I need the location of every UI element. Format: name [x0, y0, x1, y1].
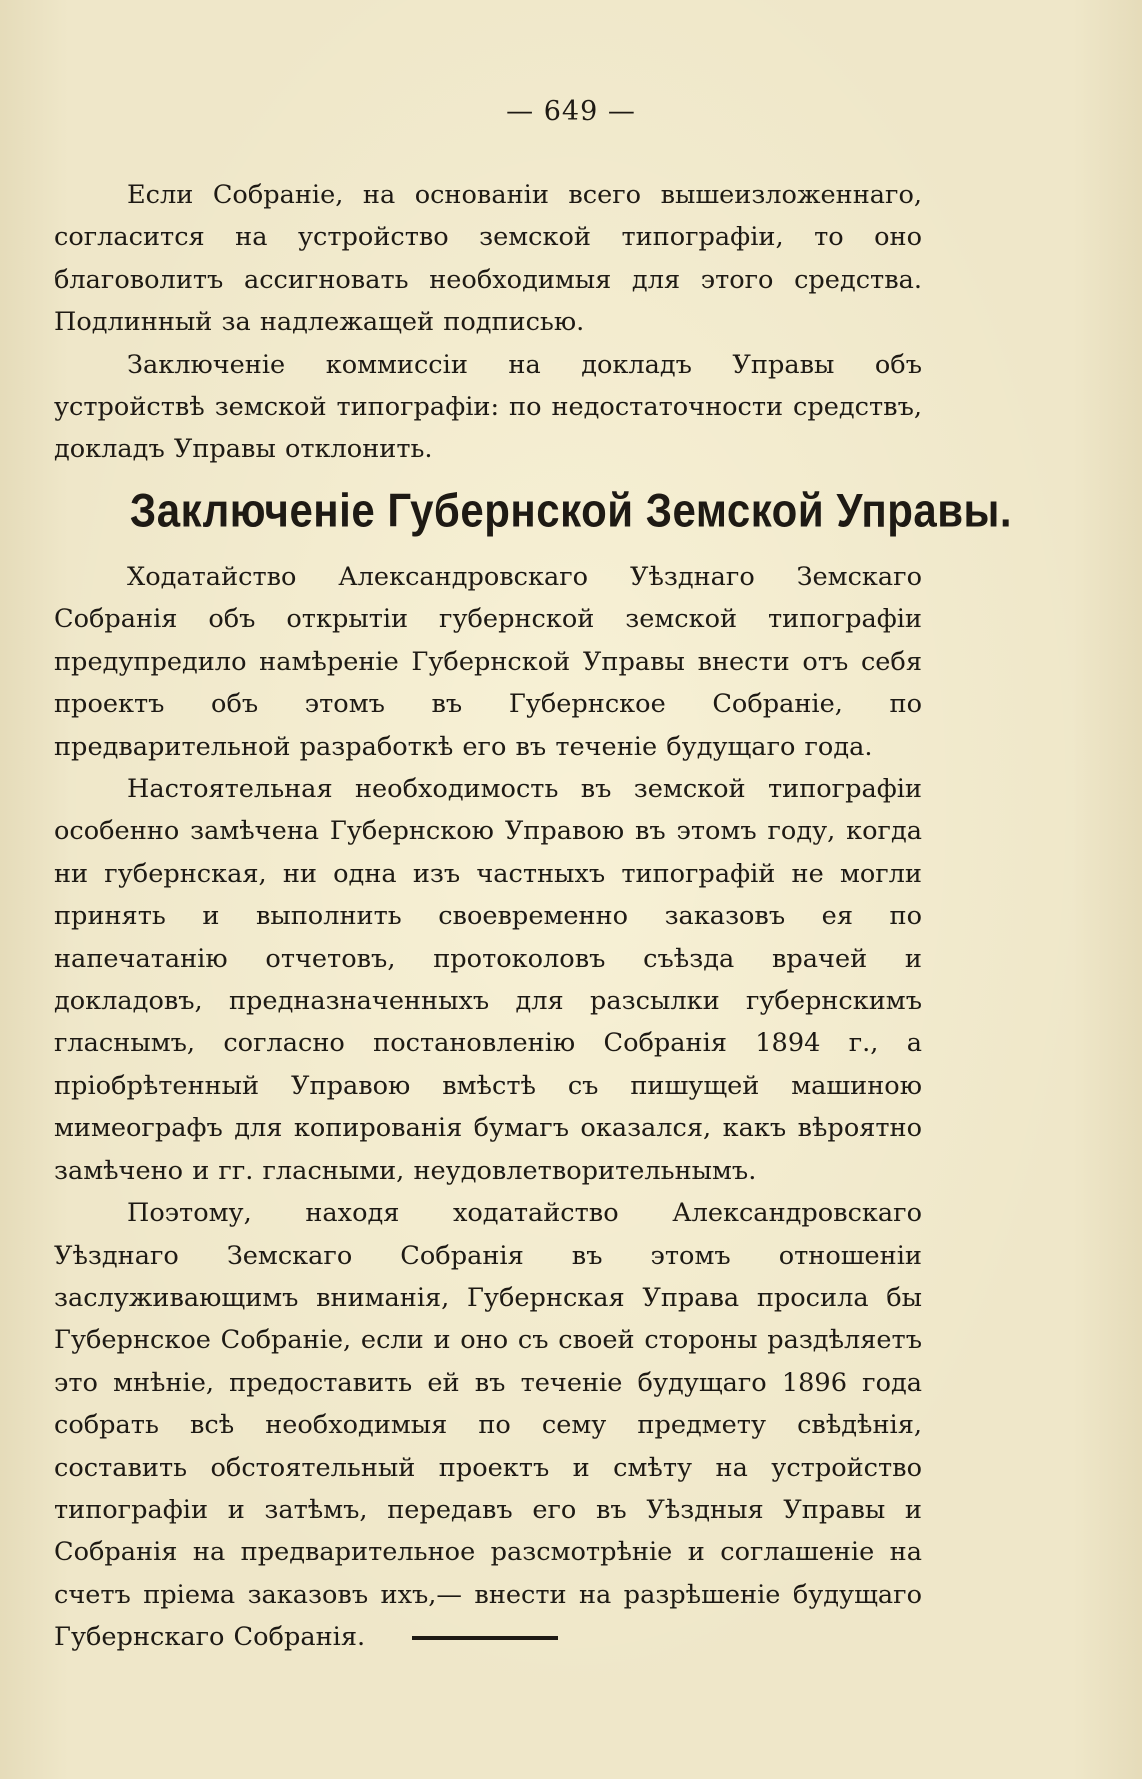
closing-rule — [412, 1636, 558, 1640]
page-number: — 649 — — [506, 96, 636, 127]
section-heading: Заключеніе Губернской Земской Управы. — [129, 484, 1013, 537]
paragraph-petition: Ходатайство Александровскаго Уѣзднаго Земскаго Собранія объ открытіи губернской земской типографіи предупредило намѣреніе Губернской Управы внести отъ себя проектъ объ этомъ въ Губернское Собраніе, по предварительной разработкѣ его въ теченіе будущаго года. — [54, 562, 922, 762]
paragraph-proposal: Поэтому, находя ходатайство Александровскаго Уѣзднаго Земскаго Собранія въ этомъ отношеніи заслуживающимъ вниманія, Губернская Управа просила бы Губернское Собраніе, если и оно съ своей стороны раздѣляетъ это мнѣніе, предоставить ей въ теченіе будущаго 1896 года собрать всѣ необходимыя по сему предмету свѣдѣнія, составить обстоятельный проектъ и смѣту на устройство типографіи и затѣмъ, передавъ его въ Уѣздныя Управы и Собранія на предварительное разсмотрѣніе и соглашеніе на счетъ пріема заказовъ ихъ,— внести на разрѣшеніе будущаго Губернскаго Собранія. — [54, 1198, 922, 1653]
top-section — [54, 174, 922, 471]
paragraph-assembly-decision: Если Собраніе, на основаніи всего вышеизложеннаго, согласится на устройство земской типографіи, то оно благоволитъ ассигновать необходимыя для этого средства. Подлинный за надлежащей подписью. — [54, 180, 922, 338]
paragraph-commission-conclusion: Заключеніе коммиссіи на докладъ Управы объ устройствѣ земской типографіи: по недостаточности средствъ, докладъ Управы отклонить. — [54, 349, 922, 465]
main-section — [54, 556, 922, 1659]
paragraph-necessity: Настоятельная необходимость въ земской типографіи особенно замѣчена Губернскою Управою въ этомъ году, когда ни губернская, ни одна изъ частныхъ типографій не могли принять и выполнить своевременно заказовъ ея по напечатанію отчетовъ, протоколовъ съѣзда врачей и докладовъ, предназначенныхъ для разсылки губернскимъ гласнымъ, согласно постановленію Собранія 1894 г., а пріобрѣтенный Управою вмѣстѣ съ пишущей машиною мимеографъ для копированія бумагъ оказался, какъ вѣроятно замѣчено и гг. гласными, неудовлетворительнымъ. — [54, 774, 922, 1186]
